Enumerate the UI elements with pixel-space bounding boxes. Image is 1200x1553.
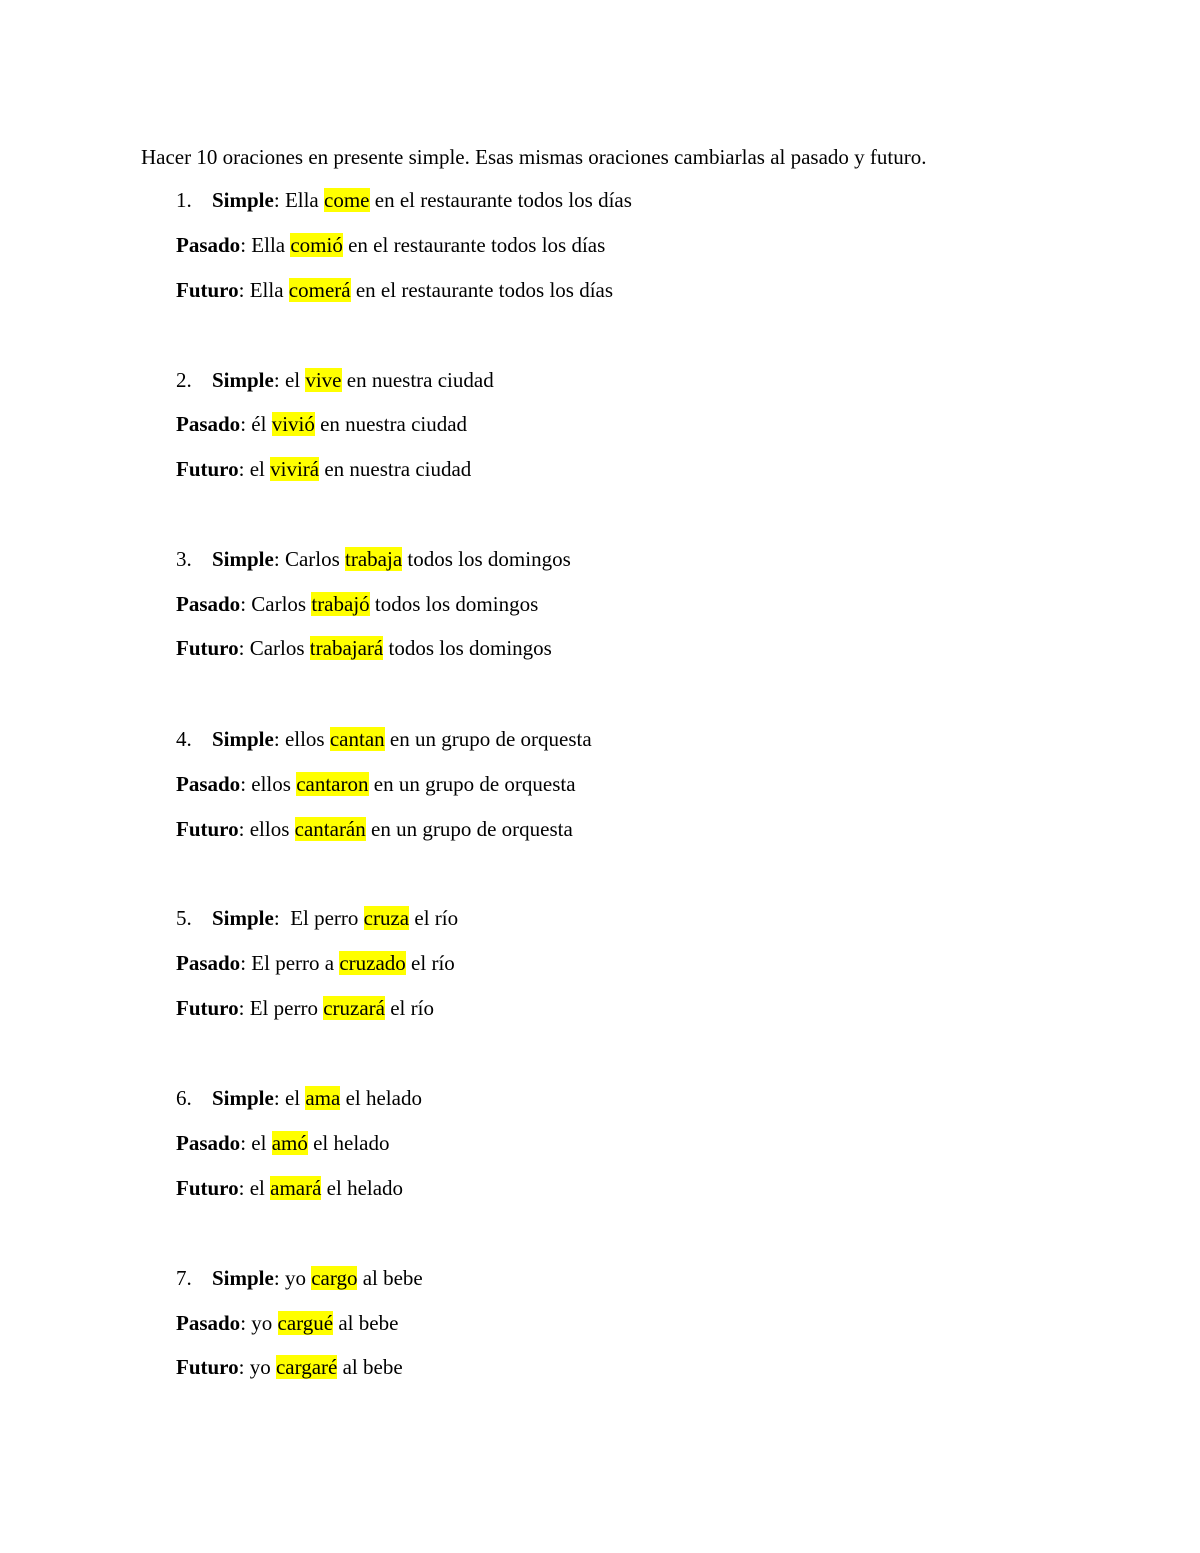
item-1-pasado-line: Pasado: Ella comió en el restaurante todos los días bbox=[176, 233, 606, 257]
item-3-pasado-line: Pasado: Carlos trabajó todos los domingos bbox=[176, 592, 539, 616]
item-6-pasado-line: Pasado: el amó el helado bbox=[176, 1131, 390, 1155]
tense-label: Pasado bbox=[176, 1131, 241, 1155]
item-5-pasado-line: Pasado: El perro a cruzado el río bbox=[176, 951, 455, 975]
item-4-simple-line: 4. Simple: ellos cantan en un grupo de orquesta bbox=[176, 727, 592, 751]
item-7-pasado-line: Pasado: yo cargué al bebe bbox=[176, 1311, 399, 1335]
item-2-futuro-line: Futuro: el vivirá en nuestra ciudad bbox=[176, 457, 472, 481]
tense-label: Futuro bbox=[176, 636, 239, 660]
tense-label: Simple bbox=[212, 906, 274, 930]
tense-label: Pasado bbox=[176, 1311, 241, 1335]
highlighted-verb: cargaré bbox=[275, 1355, 338, 1379]
instruction-text: Hacer 10 oraciones en presente simple. Esas mismas oraciones cambiarlas al pasado y futuro. bbox=[141, 145, 927, 169]
tense-label: Simple bbox=[212, 188, 274, 212]
item-2-pasado-line: Pasado: él vivió en nuestra ciudad bbox=[176, 412, 468, 436]
item-4-pasado-line: Pasado: ellos cantaron en un grupo de orquesta bbox=[176, 772, 576, 796]
tense-label: Futuro bbox=[176, 996, 239, 1020]
item-number: 7. bbox=[176, 1266, 192, 1290]
tense-label: Simple bbox=[212, 727, 274, 751]
tense-label: Futuro bbox=[176, 278, 239, 302]
highlighted-verb: vivió bbox=[271, 412, 315, 436]
highlighted-verb: vive bbox=[305, 368, 342, 392]
highlighted-verb: trabajará bbox=[309, 636, 384, 660]
item-number: 3. bbox=[176, 547, 192, 571]
item-3-futuro-line: Futuro: Carlos trabajará todos los domingos bbox=[176, 636, 552, 660]
tense-label: Pasado bbox=[176, 772, 241, 796]
highlighted-verb: cargué bbox=[277, 1311, 334, 1335]
tense-label: Simple bbox=[212, 547, 274, 571]
tense-label: Simple bbox=[212, 1086, 274, 1110]
highlighted-verb: cruza bbox=[363, 906, 410, 930]
item-1-futuro-line: Futuro: Ella comerá en el restaurante todos los días bbox=[176, 278, 614, 302]
highlighted-verb: cargo bbox=[311, 1266, 358, 1290]
item-4-futuro-line: Futuro: ellos cantarán en un grupo de orquesta bbox=[176, 817, 573, 841]
item-number: 2. bbox=[176, 368, 192, 392]
highlighted-verb: amará bbox=[270, 1176, 322, 1200]
item-7-simple-line: 7. Simple: yo cargo al bebe bbox=[176, 1266, 423, 1290]
highlighted-verb: come bbox=[324, 188, 370, 212]
tense-label: Pasado bbox=[176, 412, 241, 436]
tense-label: Futuro bbox=[176, 1176, 239, 1200]
item-number: 4. bbox=[176, 727, 192, 751]
item-5-futuro-line: Futuro: El perro cruzará el río bbox=[176, 996, 434, 1020]
item-2-simple-line: 2. Simple: el vive en nuestra ciudad bbox=[176, 368, 494, 392]
highlighted-verb: vivirá bbox=[270, 457, 320, 481]
item-3-simple-line: 3. Simple: Carlos trabaja todos los domingos bbox=[176, 547, 571, 571]
tense-label: Futuro bbox=[176, 817, 239, 841]
item-5-simple-line: 5. Simple: El perro cruza el río bbox=[176, 906, 459, 930]
tense-label: Simple bbox=[212, 368, 274, 392]
highlighted-verb: ama bbox=[305, 1086, 341, 1110]
item-6-futuro-line: Futuro: el amará el helado bbox=[176, 1176, 404, 1200]
item-number: 1. bbox=[176, 188, 192, 212]
item-number: 5. bbox=[176, 906, 192, 930]
highlighted-verb: cruzado bbox=[339, 951, 406, 975]
highlighted-verb: cantan bbox=[329, 727, 385, 751]
tense-label: Futuro bbox=[176, 457, 239, 481]
item-6-simple-line: 6. Simple: el ama el helado bbox=[176, 1086, 422, 1110]
highlighted-verb: comerá bbox=[288, 278, 351, 302]
highlighted-verb: amó bbox=[271, 1131, 308, 1155]
item-number: 6. bbox=[176, 1086, 192, 1110]
tense-label: Simple bbox=[212, 1266, 274, 1290]
highlighted-verb: cantaron bbox=[296, 772, 369, 796]
tense-label: Pasado bbox=[176, 592, 241, 616]
highlighted-verb: cantarán bbox=[294, 817, 366, 841]
tense-label: Futuro bbox=[176, 1355, 239, 1379]
highlighted-verb: cruzará bbox=[323, 996, 385, 1020]
tense-label: Pasado bbox=[176, 233, 241, 257]
highlighted-verb: trabajó bbox=[311, 592, 370, 616]
tense-label: Pasado bbox=[176, 951, 241, 975]
item-7-futuro-line: Futuro: yo cargaré al bebe bbox=[176, 1355, 403, 1379]
highlighted-verb: comió bbox=[290, 233, 343, 257]
item-1-simple-line: 1. Simple: Ella come en el restaurante todos los días bbox=[176, 188, 632, 212]
highlighted-verb: trabaja bbox=[345, 547, 403, 571]
